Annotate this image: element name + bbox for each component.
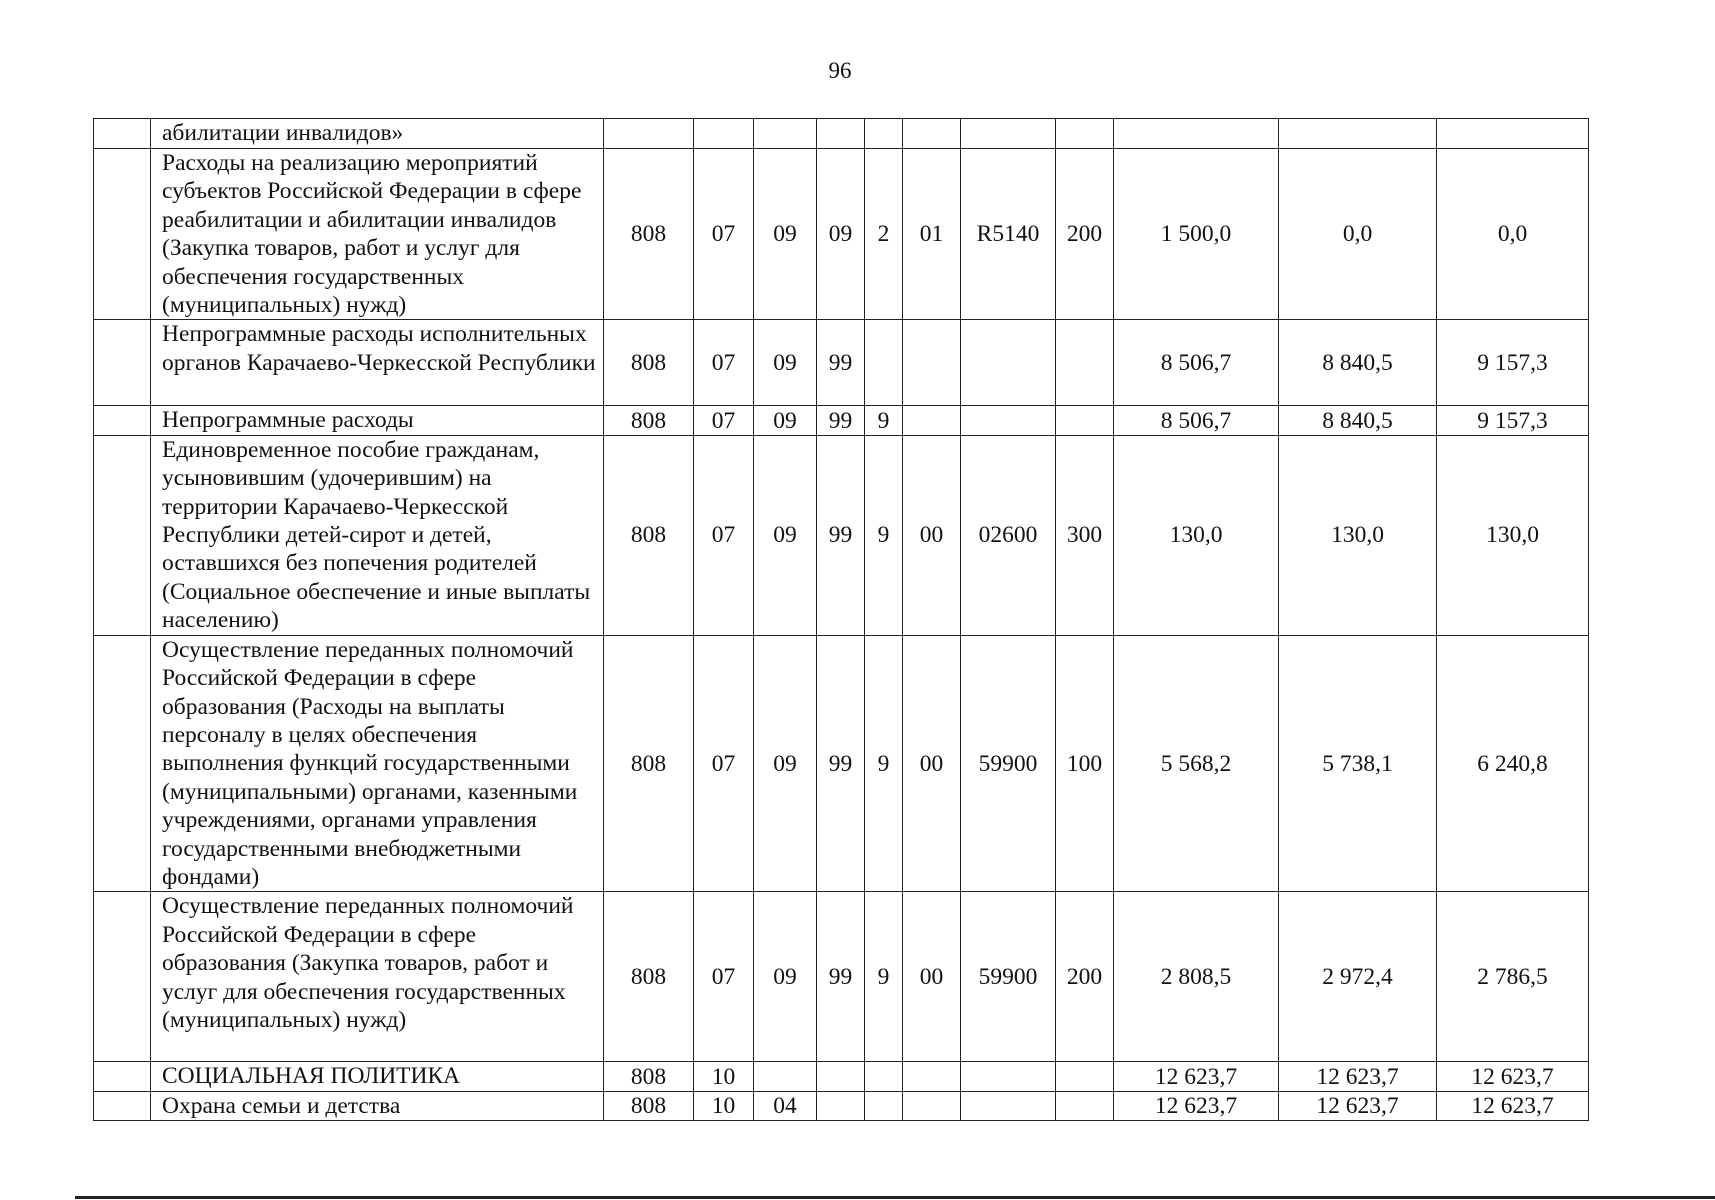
subsection-code: 04 — [754, 1091, 817, 1120]
program-code — [817, 119, 865, 149]
program-code: 09 — [817, 149, 865, 320]
subsection-code — [754, 1062, 817, 1091]
row-description: СОЦИАЛЬНАЯ ПОЛИТИКА — [151, 1062, 604, 1091]
row-number-cell — [94, 635, 151, 892]
subprogram-code: 9 — [865, 892, 903, 1062]
direction-code: 59900 — [961, 892, 1056, 1062]
table-row — [94, 892, 1589, 1062]
direction-code — [961, 320, 1056, 406]
subprogram-code — [865, 1062, 903, 1091]
event-code — [903, 320, 961, 406]
subsection-code: 09 — [754, 892, 817, 1062]
expense-type-code — [1056, 320, 1114, 406]
row-number-cell — [94, 1091, 151, 1120]
expense-type-code — [1056, 119, 1114, 149]
amount-year-3: 9 157,3 — [1437, 320, 1589, 406]
expense-type-code: 100 — [1056, 635, 1114, 892]
row-description: Осуществление переданных полномочий Российской Федерации в сфере образования (Закупка товаров, работ и услуг для обеспечения государственных (муниципальных) нужд) — [151, 892, 604, 1062]
subprogram-code — [865, 320, 903, 406]
table-row — [94, 435, 1589, 635]
row-description: Расходы на реализацию мероприятий субъектов Российской Федерации в сфере реабилитации и абилитации инвалидов (Закупка товаров, работ и услуг для обеспечения государственных (муниципальных) нужд) — [151, 149, 604, 320]
rzpr-code — [604, 119, 694, 149]
expense-type-code: 200 — [1056, 892, 1114, 1062]
amount-year-1: 12 623,7 — [1114, 1062, 1279, 1091]
section-code: 10 — [694, 1091, 754, 1120]
subsection-code: 09 — [754, 149, 817, 320]
event-code — [903, 406, 961, 435]
subprogram-code — [865, 1091, 903, 1120]
table-row — [94, 406, 1589, 435]
program-code — [817, 1091, 865, 1120]
amount-year-1 — [1114, 119, 1279, 149]
table-row — [94, 635, 1589, 892]
expense-type-code: 300 — [1056, 435, 1114, 635]
amount-year-1: 8 506,7 — [1114, 406, 1279, 435]
amount-year-3: 0,0 — [1437, 149, 1589, 320]
amount-year-2: 130,0 — [1279, 435, 1437, 635]
amount-year-2: 0,0 — [1279, 149, 1437, 320]
table-row — [94, 1062, 1589, 1091]
amount-year-2: 2 972,4 — [1279, 892, 1437, 1062]
expense-type-code: 200 — [1056, 149, 1114, 320]
event-code: 00 — [903, 892, 961, 1062]
subsection-code — [754, 119, 817, 149]
expense-type-code — [1056, 1091, 1114, 1120]
table-row — [94, 320, 1589, 406]
amount-year-3: 2 786,5 — [1437, 892, 1589, 1062]
amount-year-1: 8 506,7 — [1114, 320, 1279, 406]
rzpr-code: 808 — [604, 320, 694, 406]
event-code — [903, 1091, 961, 1120]
program-code: 99 — [817, 635, 865, 892]
subsection-code: 09 — [754, 320, 817, 406]
expense-type-code — [1056, 1062, 1114, 1091]
amount-year-1: 12 623,7 — [1114, 1091, 1279, 1120]
direction-code — [961, 119, 1056, 149]
rzpr-code: 808 — [604, 1091, 694, 1120]
section-code: 07 — [694, 892, 754, 1062]
section-code: 07 — [694, 406, 754, 435]
program-code: 99 — [817, 406, 865, 435]
subprogram-code: 9 — [865, 406, 903, 435]
rzpr-code: 808 — [604, 635, 694, 892]
expense-type-code — [1056, 406, 1114, 435]
section-code: 07 — [694, 149, 754, 320]
event-code: 01 — [903, 149, 961, 320]
table-row — [94, 1091, 1589, 1120]
subsection-code: 09 — [754, 435, 817, 635]
row-description: Непрограммные расходы — [151, 406, 604, 435]
amount-year-3: 12 623,7 — [1437, 1062, 1589, 1091]
subprogram-code: 9 — [865, 635, 903, 892]
direction-code — [961, 1062, 1056, 1091]
amount-year-3: 9 157,3 — [1437, 406, 1589, 435]
section-code: 07 — [694, 320, 754, 406]
amount-year-1: 130,0 — [1114, 435, 1279, 635]
amount-year-2: 12 623,7 — [1279, 1062, 1437, 1091]
rzpr-code: 808 — [604, 1062, 694, 1091]
page-number: 96 — [828, 58, 852, 83]
event-code — [903, 119, 961, 149]
row-description: Непрограммные расходы исполнительных органов Карачаево-Черкесской Республики — [151, 320, 604, 406]
row-number-cell — [94, 320, 151, 406]
row-number-cell — [94, 892, 151, 1062]
program-code: 99 — [817, 892, 865, 1062]
row-description: Осуществление переданных полномочий Российской Федерации в сфере образования (Расходы на выплаты персоналу в целях обеспечения выполнения функций государственными (муниципальными) органами, казенными учреждениями, органами управления государственными внебюджетными фондами) — [151, 635, 604, 892]
program-code: 99 — [817, 435, 865, 635]
subsection-code: 09 — [754, 406, 817, 435]
direction-code — [961, 406, 1056, 435]
amount-year-1: 1 500,0 — [1114, 149, 1279, 320]
section-code — [694, 119, 754, 149]
table-row — [94, 149, 1589, 320]
event-code: 00 — [903, 635, 961, 892]
direction-code: 59900 — [961, 635, 1056, 892]
amount-year-2: 8 840,5 — [1279, 320, 1437, 406]
table-body — [94, 119, 1589, 1121]
section-code: 07 — [694, 635, 754, 892]
row-number-cell — [94, 119, 151, 149]
event-code — [903, 1062, 961, 1091]
section-code: 07 — [694, 435, 754, 635]
amount-year-2: 12 623,7 — [1279, 1091, 1437, 1120]
amount-year-1: 2 808,5 — [1114, 892, 1279, 1062]
rzpr-code: 808 — [604, 149, 694, 320]
section-code: 10 — [694, 1062, 754, 1091]
amount-year-3: 130,0 — [1437, 435, 1589, 635]
subprogram-code — [865, 119, 903, 149]
row-description: Охрана семьи и детства — [151, 1091, 604, 1120]
rzpr-code: 808 — [604, 892, 694, 1062]
rzpr-code: 808 — [604, 435, 694, 635]
row-number-cell — [94, 1062, 151, 1091]
row-description: абилитации инвалидов» — [151, 119, 604, 149]
program-code — [817, 1062, 865, 1091]
amount-year-2: 8 840,5 — [1279, 406, 1437, 435]
subsection-code: 09 — [754, 635, 817, 892]
amount-year-3 — [1437, 119, 1589, 149]
event-code: 00 — [903, 435, 961, 635]
subprogram-code: 9 — [865, 435, 903, 635]
row-number-cell — [94, 149, 151, 320]
direction-code: R5140 — [961, 149, 1056, 320]
table-row — [94, 119, 1589, 149]
row-description: Единовременное пособие гражданам, усыновившим (удочерившим) на территории Карачаево-Черкесской Республики детей-сирот и детей, оставшихся без попечения родителей (Социальное обеспечение и иные выплаты населению) — [151, 435, 604, 635]
program-code: 99 — [817, 320, 865, 406]
amount-year-3: 6 240,8 — [1437, 635, 1589, 892]
direction-code — [961, 1091, 1056, 1120]
amount-year-2: 5 738,1 — [1279, 635, 1437, 892]
row-number-cell — [94, 435, 151, 635]
rzpr-code: 808 — [604, 406, 694, 435]
amount-year-1: 5 568,2 — [1114, 635, 1279, 892]
direction-code: 02600 — [961, 435, 1056, 635]
amount-year-2 — [1279, 119, 1437, 149]
page-bottom-rule — [75, 1196, 1715, 1199]
subprogram-code: 2 — [865, 149, 903, 320]
budget-table — [93, 118, 1589, 1121]
row-number-cell — [94, 406, 151, 435]
amount-year-3: 12 623,7 — [1437, 1091, 1589, 1120]
